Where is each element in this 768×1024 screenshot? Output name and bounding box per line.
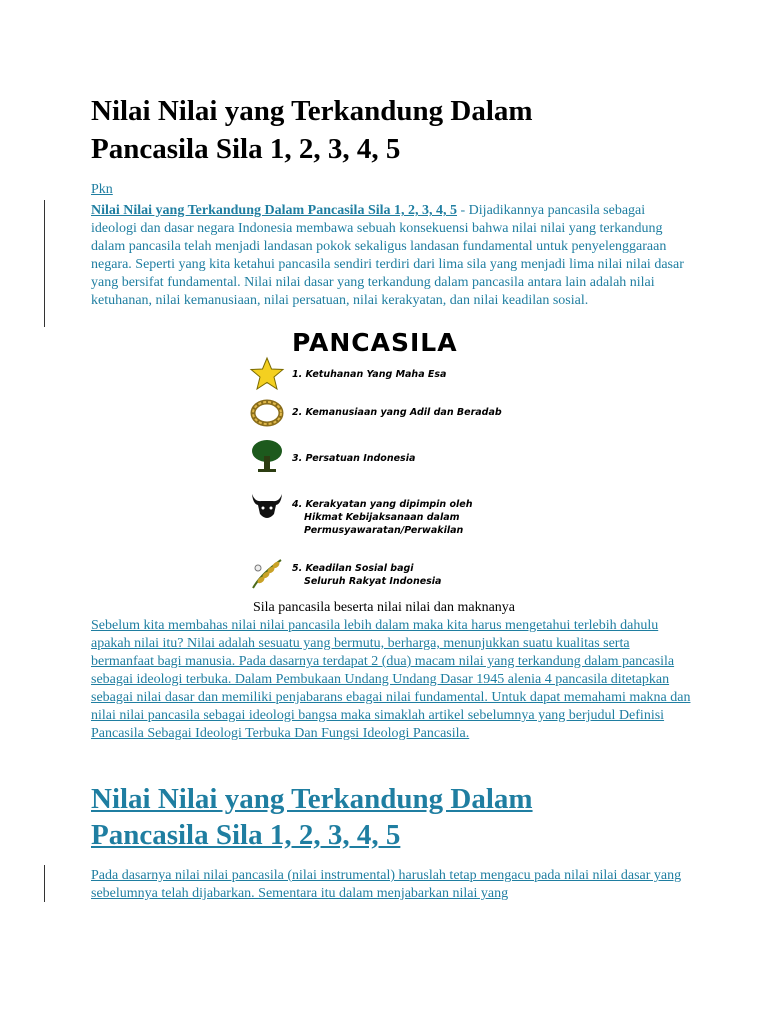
body-paragraph[interactable]: Sebelum kita membahas nilai nilai pancasila lebih dalam maka kita harus mengetahui terlebih dahulu apakah nilai itu? Nilai adalah sesuatu yang bermutu, berharga, menunjukkan suatu kualitas serta bermanfaat bagi manusia. Pada dasarnya terdapat 2 (dua) macam nilai yang terkandung dalam pancasila sebagai ideologi terbuka. Dalam Pembukaan Undang Undang Dasar 1945 alenia 4 pancasila ditetapkan sebagai nilai dasar dan memiliki penjabarans ebagai nilai fundamental. Untuk dapat memahami makna dan nilai nilai pancasila sebagai ideologi bangsa maka simaklah artikel sebelumnya yang berjudul Definisi Pancasila Sebagai Ideologi Terbuka Dan Fungsi Ideologi Pancasila. bbox=[91, 618, 691, 741]
bull-head-icon bbox=[249, 488, 285, 524]
sila-4: 4. Kerakyatan yang dipimpin oleh Hikmat Kebijaksanaan dalam Permusyawaratan/Perwakilan bbox=[292, 499, 473, 536]
sila-2: 2. Kemanusiaan yang Adil dan Beradab bbox=[292, 407, 502, 418]
star-icon bbox=[249, 356, 285, 392]
rice-cotton-icon bbox=[249, 556, 285, 592]
category-link[interactable]: Pkn bbox=[91, 182, 113, 197]
closing-paragraph[interactable]: Pada dasarnya nilai nilai pancasila (nilai instrumental) haruslah tetap mengacu pada nilai nilai dasar yang sebelumnya telah dijabarkan. Sementara itu dalam menjabarkan nilai yang bbox=[91, 868, 682, 901]
figure-heading: PANCASILA bbox=[292, 328, 458, 357]
pancasila-figure bbox=[245, 326, 510, 594]
figure-caption: Sila pancasila beserta nilai nilai dan maknanya bbox=[252, 600, 515, 615]
intro-text: - Dijadikannya pancasila sebagai ideologi dan dasar negara Indonesia membawa sebuah konsekuensi bahwa nilai nilai yang terkandung dalam pancasila telah menjadi landasan pokok sekaligus landasan fundamental untuk penyelenggaraan negara. Seperti yang kita ketahui pancasila sendiri terdiri dari lima sila yang menjadi lima nilai nilai dasar yang bersifat fundamental. Nilai nilai dasar yang terkandung dalam pancasila antara lain adalah nilai ketuhanan, nilai kemanusiaan, nilai persatuan, nilai kerakyatan, dan nilai keadilan sosial. bbox=[91, 203, 684, 308]
chain-icon bbox=[249, 398, 285, 428]
banyan-tree-icon bbox=[249, 438, 285, 474]
page-title: Nilai Nilai yang Terkandung Dalam Pancasila Sila 1, 2, 3, 4, 5 bbox=[91, 95, 533, 165]
intro-paragraph[interactable] bbox=[91, 202, 691, 310]
sila-5: 5. Keadilan Sosial bagi Seluruh Rakyat Indonesia bbox=[292, 563, 442, 587]
sila-3: 3. Persatuan Indonesia bbox=[292, 453, 416, 464]
section-heading[interactable]: Nilai Nilai yang Terkandung Dalam Pancasila Sila 1, 2, 3, 4, 5 bbox=[91, 783, 533, 851]
sila-1: 1. Ketuhanan Yang Maha Esa bbox=[292, 369, 447, 380]
margin-bar-bottom bbox=[44, 865, 45, 902]
margin-bar bbox=[44, 200, 45, 327]
intro-title-link[interactable]: Nilai Nilai yang Terkandung Dalam Pancasila Sila 1, 2, 3, 4, 5 bbox=[91, 203, 458, 218]
